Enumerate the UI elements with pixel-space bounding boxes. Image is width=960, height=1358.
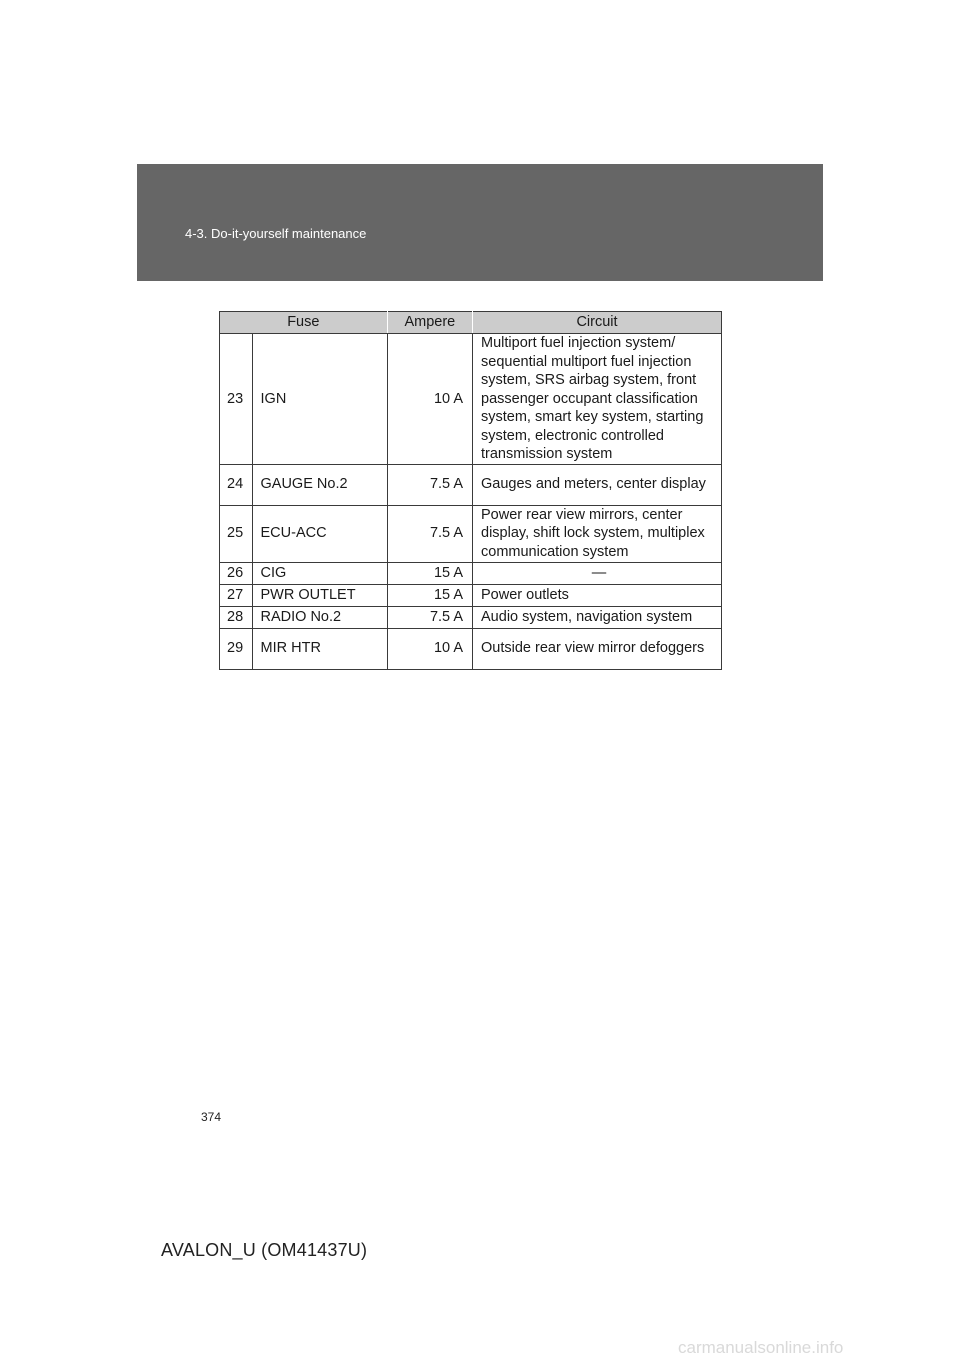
watermark-text: carmanualsonline.info [678,1338,844,1357]
fuse-name: ECU-ACC [252,505,387,562]
column-header-circuit: Circuit [473,312,722,334]
fuse-ampere: 7.5 A [387,464,472,505]
fuse-ampere: 15 A [387,584,472,606]
table-row [220,628,722,669]
column-header-fuse: Fuse [220,312,388,334]
fuse-number: 25 [220,505,253,562]
manual-code: AVALON_U (OM41437U) [161,1240,368,1260]
fuse-ampere: 10 A [387,334,472,465]
fuse-name: MIR HTR [252,628,387,669]
table-row [220,334,722,465]
fuse-number: 26 [220,562,253,584]
fuse-number: 28 [220,606,253,628]
fuse-circuit: — [473,562,722,584]
fuse-name: PWR OUTLET [252,584,387,606]
fuse-name: IGN [252,334,387,465]
fuse-circuit: Audio system, navigation system [473,606,722,628]
fuse-ampere: 7.5 A [387,505,472,562]
table-row [220,505,722,562]
fuse-name: CIG [252,562,387,584]
fuse-ampere: 10 A [387,628,472,669]
table-row [220,464,722,505]
fuse-circuit: Gauges and meters, center display [473,464,722,505]
fuse-ampere: 7.5 A [387,606,472,628]
fuse-circuit: Power rear view mirrors, center display, shift lock system, multiplex communication system [473,505,722,562]
page-number: 374 [201,1110,222,1124]
fuse-number: 29 [220,628,253,669]
section-title: 4-3. Do-it-yourself maintenance [185,226,367,241]
fuse-number: 24 [220,464,253,505]
column-header-ampere: Ampere [387,312,472,334]
fuse-circuit: Power outlets [473,584,722,606]
fuse-circuit: Outside rear view mirror defoggers [473,628,722,669]
fuse-name: RADIO No.2 [252,606,387,628]
table-row [220,584,722,606]
section-header-banner [137,164,823,281]
fuse-ampere: 15 A [387,562,472,584]
table-row [220,606,722,628]
table-row [220,562,722,584]
fuse-number: 23 [220,334,253,465]
fuse-table [219,311,722,670]
fuse-circuit: Multiport fuel injection system/ sequential multiport fuel injection system, SRS airbag system, front passenger occupant classification system, smart key system, starting system, electronic controlled transmission system [473,334,722,465]
fuse-name: GAUGE No.2 [252,464,387,505]
table-header-row [220,312,722,334]
fuse-number: 27 [220,584,253,606]
